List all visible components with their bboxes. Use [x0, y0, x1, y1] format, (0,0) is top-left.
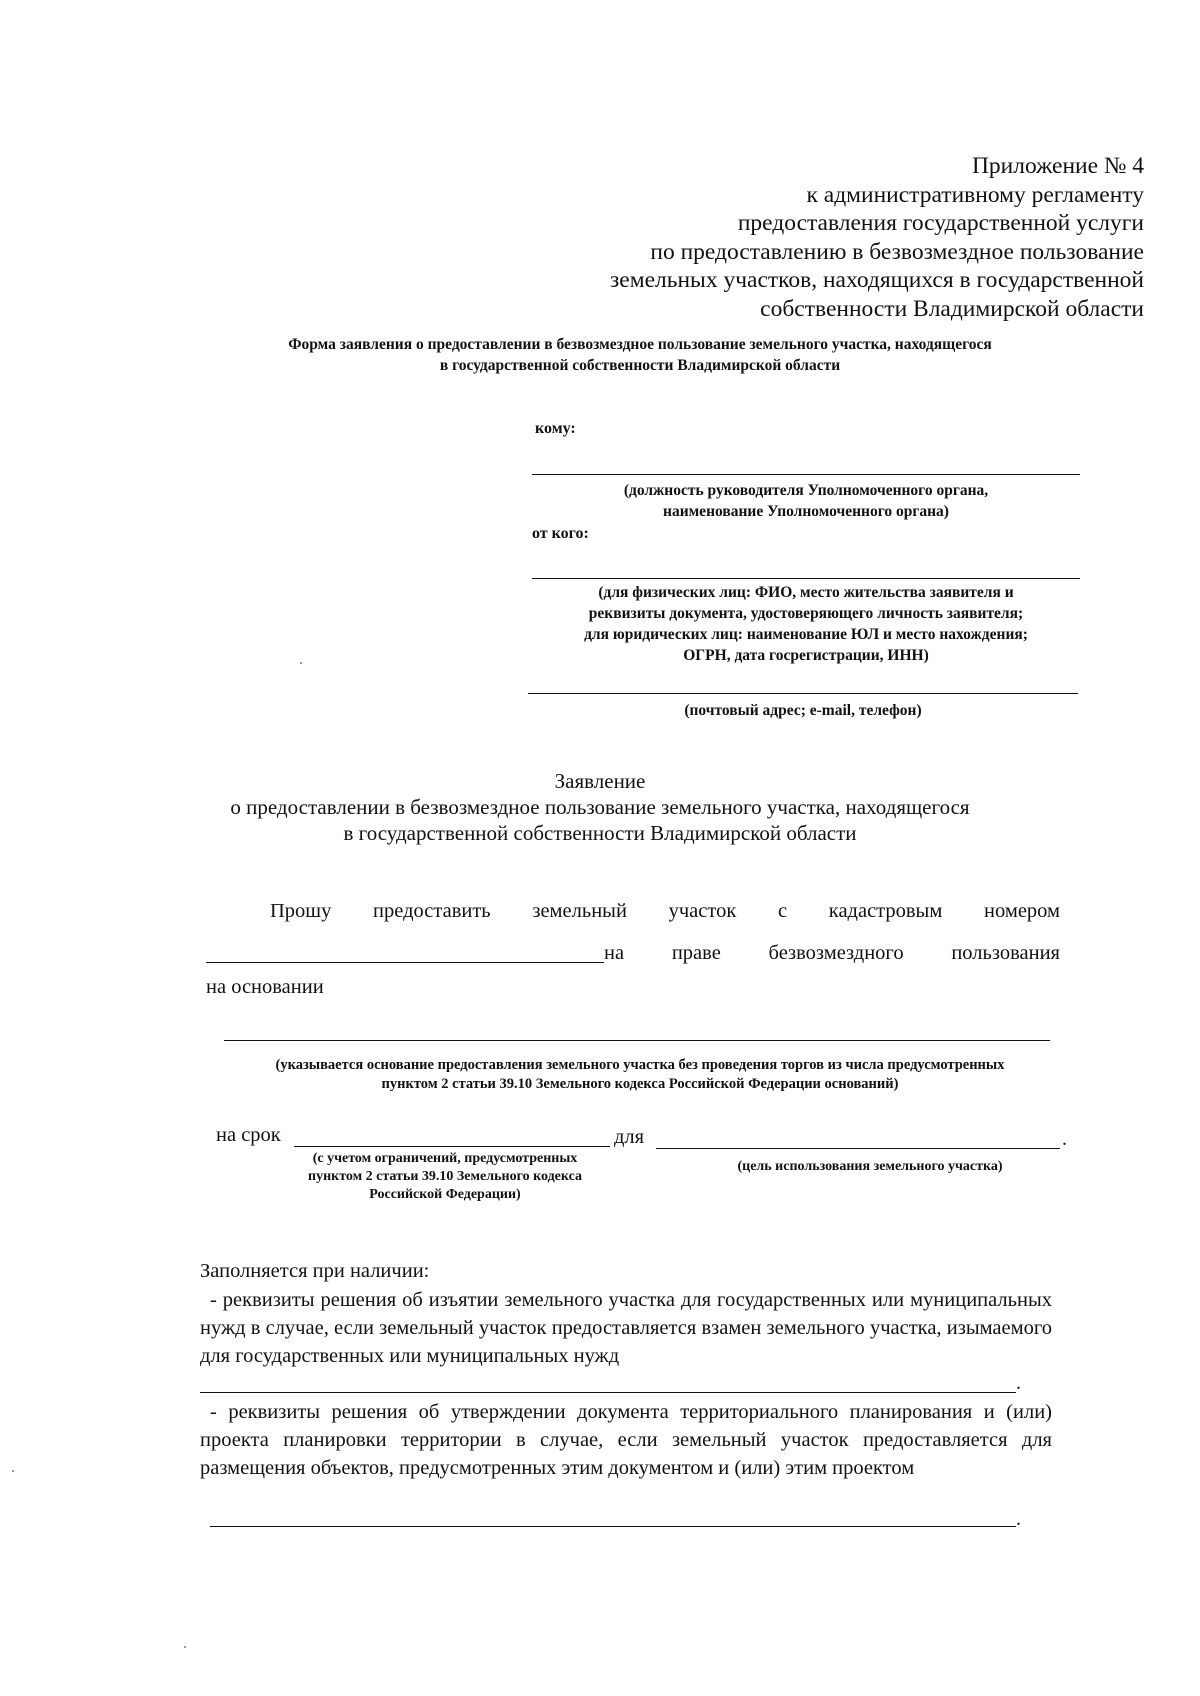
word: номером [984, 900, 1060, 922]
term-caption-line1: (с учетом ограничений, предусмотренных [312, 1151, 578, 1166]
basis-caption-line1: (указывается основание предоставления земельного участка без проведения торгов из числа предусмотренных [275, 1057, 1005, 1073]
cadastral-number-line[interactable] [206, 962, 604, 963]
term-caption [270, 1150, 620, 1204]
word: на [604, 942, 625, 964]
appendix-line: земельных участков, находящихся в государственной [610, 267, 1144, 293]
optional-item-2-period: . [1016, 1508, 1021, 1530]
term-caption-line3: Российской Федерации) [369, 1187, 521, 1202]
request-line1 [270, 900, 1060, 923]
form-title-line1: Форма заявления о предоставлении в безвозмездное пользование земельного участка, находящегося [288, 336, 992, 353]
to-caption-line2: наименование Уполномоченного органа) [663, 503, 949, 520]
appendix-line: по предоставлению в безвозмездное пользование [650, 238, 1144, 265]
word: безвозмездного [768, 942, 904, 964]
appendix-line: Приложение № 4 [971, 153, 1144, 179]
term-label: на срок [216, 1124, 281, 1146]
to-input-line[interactable] [532, 474, 1080, 475]
statement-subtitle-line2: в государственной собственности Владимирской области [343, 821, 857, 845]
word: праве [671, 942, 721, 964]
appendix-header [444, 152, 1144, 323]
from-caption-line1: (для физических лиц: ФИО, место жительства заявителя и [598, 584, 1014, 601]
form-title-line2: в государственной собственности Владимирской области [439, 357, 841, 374]
for-label: для [614, 1126, 645, 1148]
from-caption-line4: ОГРН, дата госрегистрации, ИНН) [683, 647, 929, 664]
from-caption [532, 582, 1080, 666]
basis-label: на основании [206, 976, 324, 998]
from-caption-line3: для юридических лиц: наименование ЮЛ и место нахождения; [584, 626, 1028, 643]
purpose-caption: (цель использования земельного участка) [737, 1159, 1003, 1174]
word: пользования [951, 942, 1060, 964]
statement-title-block [150, 768, 1050, 846]
basis-caption [200, 1056, 1080, 1094]
scan-speck [300, 662, 302, 664]
request-line2 [604, 942, 1060, 965]
word: участок [668, 900, 737, 922]
to-caption [532, 480, 1080, 522]
term-input-line[interactable] [294, 1146, 610, 1147]
word: предоставить [373, 900, 491, 922]
scan-speck [12, 1470, 14, 1472]
statement-title: Заявление [554, 769, 646, 793]
purpose-input-line[interactable] [656, 1148, 1060, 1149]
word: земельный [532, 900, 627, 922]
basis-input-line[interactable] [224, 1040, 1050, 1041]
optional-item-1-period: . [1016, 1372, 1021, 1394]
optional-heading: Заполняется при наличии: [200, 1260, 430, 1282]
appendix-line: предоставления государственной услуги [737, 210, 1144, 236]
optional-item-1: - реквизиты решения об изъятии земельного участка для государственных или муниципальных нужд в случае, если земельный участок предоставляется взамен земельного участка, изымаемого для государственных или муниципальных нужд [200, 1289, 1052, 1367]
from-label: от кого: [532, 525, 589, 542]
contact-caption: (почтовый адрес; e-mail, телефон) [684, 702, 922, 719]
to-label: кому: [535, 420, 576, 437]
appendix-line: собственности Владимирской области [760, 295, 1144, 322]
basis-caption-line2: пунктом 2 статьи 39.10 Земельного кодекса Российской Федерации оснований) [381, 1076, 899, 1092]
to-caption-line1: (должность руководителя Уполномоченного органа, [623, 482, 989, 499]
statement-subtitle-line1: о предоставлении в безвозмездное пользование земельного участка, находящегося [230, 795, 970, 819]
from-input-line[interactable] [532, 578, 1080, 579]
optional-item-2-line[interactable] [210, 1526, 1016, 1527]
from-caption-line2: реквизиты документа, удостоверяющего личность заявителя; [588, 605, 1024, 622]
form-title [200, 334, 1080, 376]
period-mark: . [1062, 1128, 1067, 1150]
contact-input-line[interactable] [528, 693, 1078, 694]
term-caption-line2: пунктом 2 статьи 39.10 Земельного кодекса [308, 1169, 582, 1184]
scan-speck [184, 1646, 186, 1648]
appendix-line: к административному регламенту [806, 181, 1144, 208]
optional-item-2: - реквизиты решения об утверждении документа территориального планирования и (или) проекта планировки территории в случае, если земельный участок предоставляется для размещения объектов, предусмотренных этим документом и (или) этим проектом [200, 1401, 1052, 1479]
word: Прошу [270, 900, 332, 922]
optional-item-1-line[interactable] [200, 1392, 1016, 1393]
word: с [777, 900, 788, 922]
word: кадастровым [828, 900, 943, 922]
